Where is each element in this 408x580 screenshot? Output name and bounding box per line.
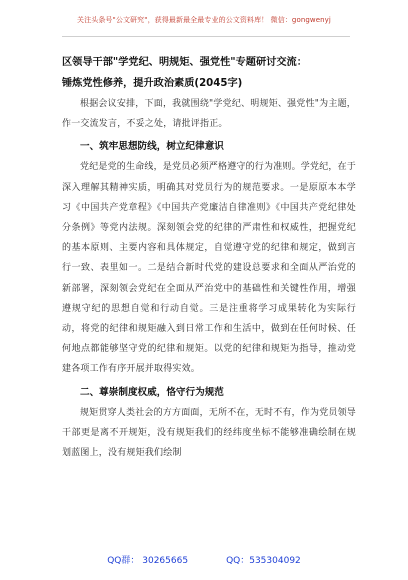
intro-paragraph: 根据会议安排，下面，我就围绕"学党纪、明规矩、强党性"为主题，作一交流发言，不妥之处，请批评指正。 [62, 99, 356, 130]
page-footer [0, 553, 408, 571]
header-banner: 关注头条号"公文研究"，获得最新最全最专业的公文资料库！ 微信：gongwenyj [77, 16, 331, 24]
document-body [62, 52, 356, 463]
section-1-heading: 一、筑牢思想防线，树立纪律意识 [80, 141, 224, 153]
section-2-heading: 二、尊崇制度权威，恪守行为规范 [80, 386, 224, 398]
doc-title-line-2: 锤炼党性修养，提升政治素质(2045字) [62, 78, 243, 89]
section-1-paragraph: 党纪是党的生命线，是党员必须严格遵守的行为准则。学党纪，在于深入理解其精神实质，明确其对党员行为的规范要求。一是原原本本学习《中国共产党章程》《中国共产党廉洁自律准则》《中国共产党纪律处分条例》等党内法规。深刻领会党的纪律的严肃性和权威性，把握党纪的基本原则、主要内容和具体规定，自觉遵守党的纪律和规定，做到言行一致、表里如一。二是结合新时代党的建设总要求和全面从严治党的新部署，深刻领会党纪在全面从严治党中的基础性和关键性作用，增强遵规守纪的思想自觉和行动自觉。三是注重将学习成果转化为实际行动，将党的纪律和规矩融入到日常工作和生活中，做到在任何时候、任何地点都能够坚守党的纪律和规矩。以党的纪律和规矩为指导，推动党建各项工作有序开展并取得实效。 [62, 162, 357, 375]
doc-title-line-1: 区领导干部"学党纪、明规矩、强党性"专题研讨交流： [62, 57, 307, 68]
qq-number: QQ：535304092 [226, 556, 301, 566]
qq-group-number: QQ群： 30265665 [107, 556, 189, 566]
section-2-paragraph: 规矩贯穿人类社会的方方面面，无所不在，无时不有，作为党员领导干部更是离不开规矩，没有规矩我们的经纬度坐标不能够准确绘制在规划蓝图上，没有规矩我们绘制 [62, 407, 357, 459]
header-divider [62, 36, 350, 37]
page-header [0, 0, 408, 40]
